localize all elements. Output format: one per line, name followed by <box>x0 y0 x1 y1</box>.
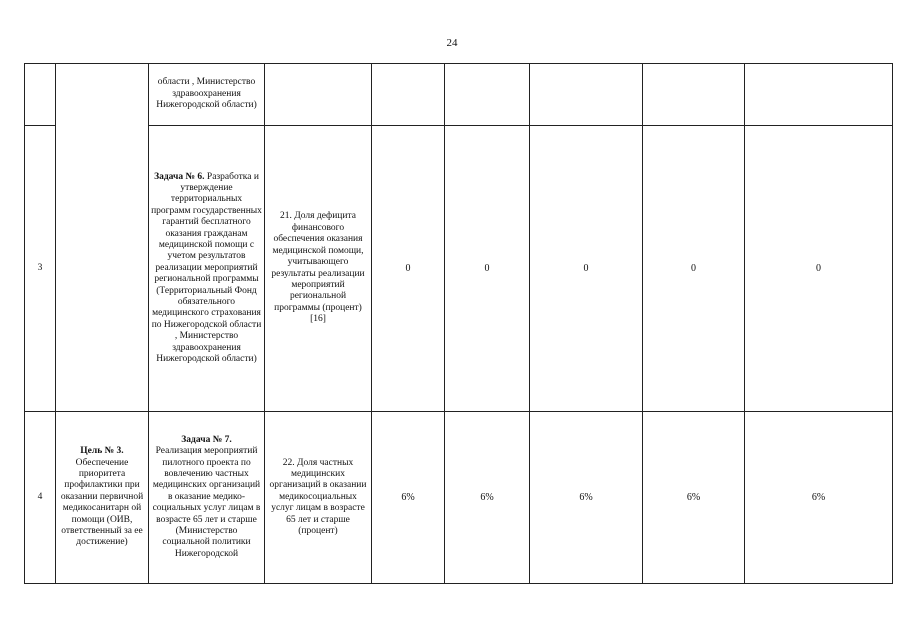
task-title: Задача № 6. <box>154 171 205 182</box>
row-number-cell <box>25 64 56 126</box>
goal-cell <box>56 412 149 584</box>
value-cell: 6% <box>530 412 643 584</box>
task-cell <box>149 126 265 412</box>
value-cell: 0 <box>643 126 745 412</box>
task-text: Реализация мероприятий пилотного проекта по вовлечению частных медицинских организаций в оказание медико-социальных услуг лицам в возрасте 65 лет и старше (Министерство социальной политики Нижегородской <box>152 446 261 559</box>
goal-text: Обеспечение приоритета профилактики при оказании первичной медикосанитарн ой помощи (ОИВ, ответственный за ее достижение) <box>60 457 144 548</box>
page-number: 24 <box>446 37 458 49</box>
indicator-cell: 22. Доля частных медицинских организаций в оказании медикосоциальных услуг лицам в возрасте 65 лет и старше (процент) <box>265 412 372 584</box>
row-number-cell: 4 <box>25 412 56 584</box>
task-cell: области , Министерство здравоохранения Нижегородской области) <box>149 64 265 126</box>
goal-title: Цель № 3. <box>80 446 124 457</box>
value-cell <box>372 64 445 126</box>
value-cell: 0 <box>445 126 530 412</box>
indicator-cell <box>265 64 372 126</box>
table-row <box>25 412 893 584</box>
task-title: Задача № 7. <box>181 434 232 445</box>
indicator-cell: 21. Доля дефицита финансового обеспечения оказания медицинской помощи, учитывающего результаты реализации мероприятий региональной программы (процент) [16] <box>265 126 372 412</box>
task-text: Разработка и утверждение территориальных программ государственных гарантий бесплатного оказания гражданам медицинской помощи с учетом результатов реализации мероприятий региональной программы (Территориальный Фонд обязательного медицинского страхования по Нижегородской области , Министерство здравоохранения Нижегородской области) <box>151 171 262 365</box>
value-cell: 6% <box>445 412 530 584</box>
value-cell: 0 <box>372 126 445 412</box>
row-number-cell: 3 <box>25 126 56 412</box>
value-cell: 0 <box>745 126 893 412</box>
goal-cell <box>56 64 149 412</box>
value-cell: 6% <box>643 412 745 584</box>
value-cell <box>445 64 530 126</box>
value-cell <box>745 64 893 126</box>
value-cell <box>530 64 643 126</box>
table-row <box>25 64 893 126</box>
value-cell <box>643 64 745 126</box>
table-row <box>25 126 893 412</box>
task-cell <box>149 412 265 584</box>
indicators-table <box>24 63 893 584</box>
value-cell: 6% <box>372 412 445 584</box>
value-cell: 0 <box>530 126 643 412</box>
value-cell: 6% <box>745 412 893 584</box>
